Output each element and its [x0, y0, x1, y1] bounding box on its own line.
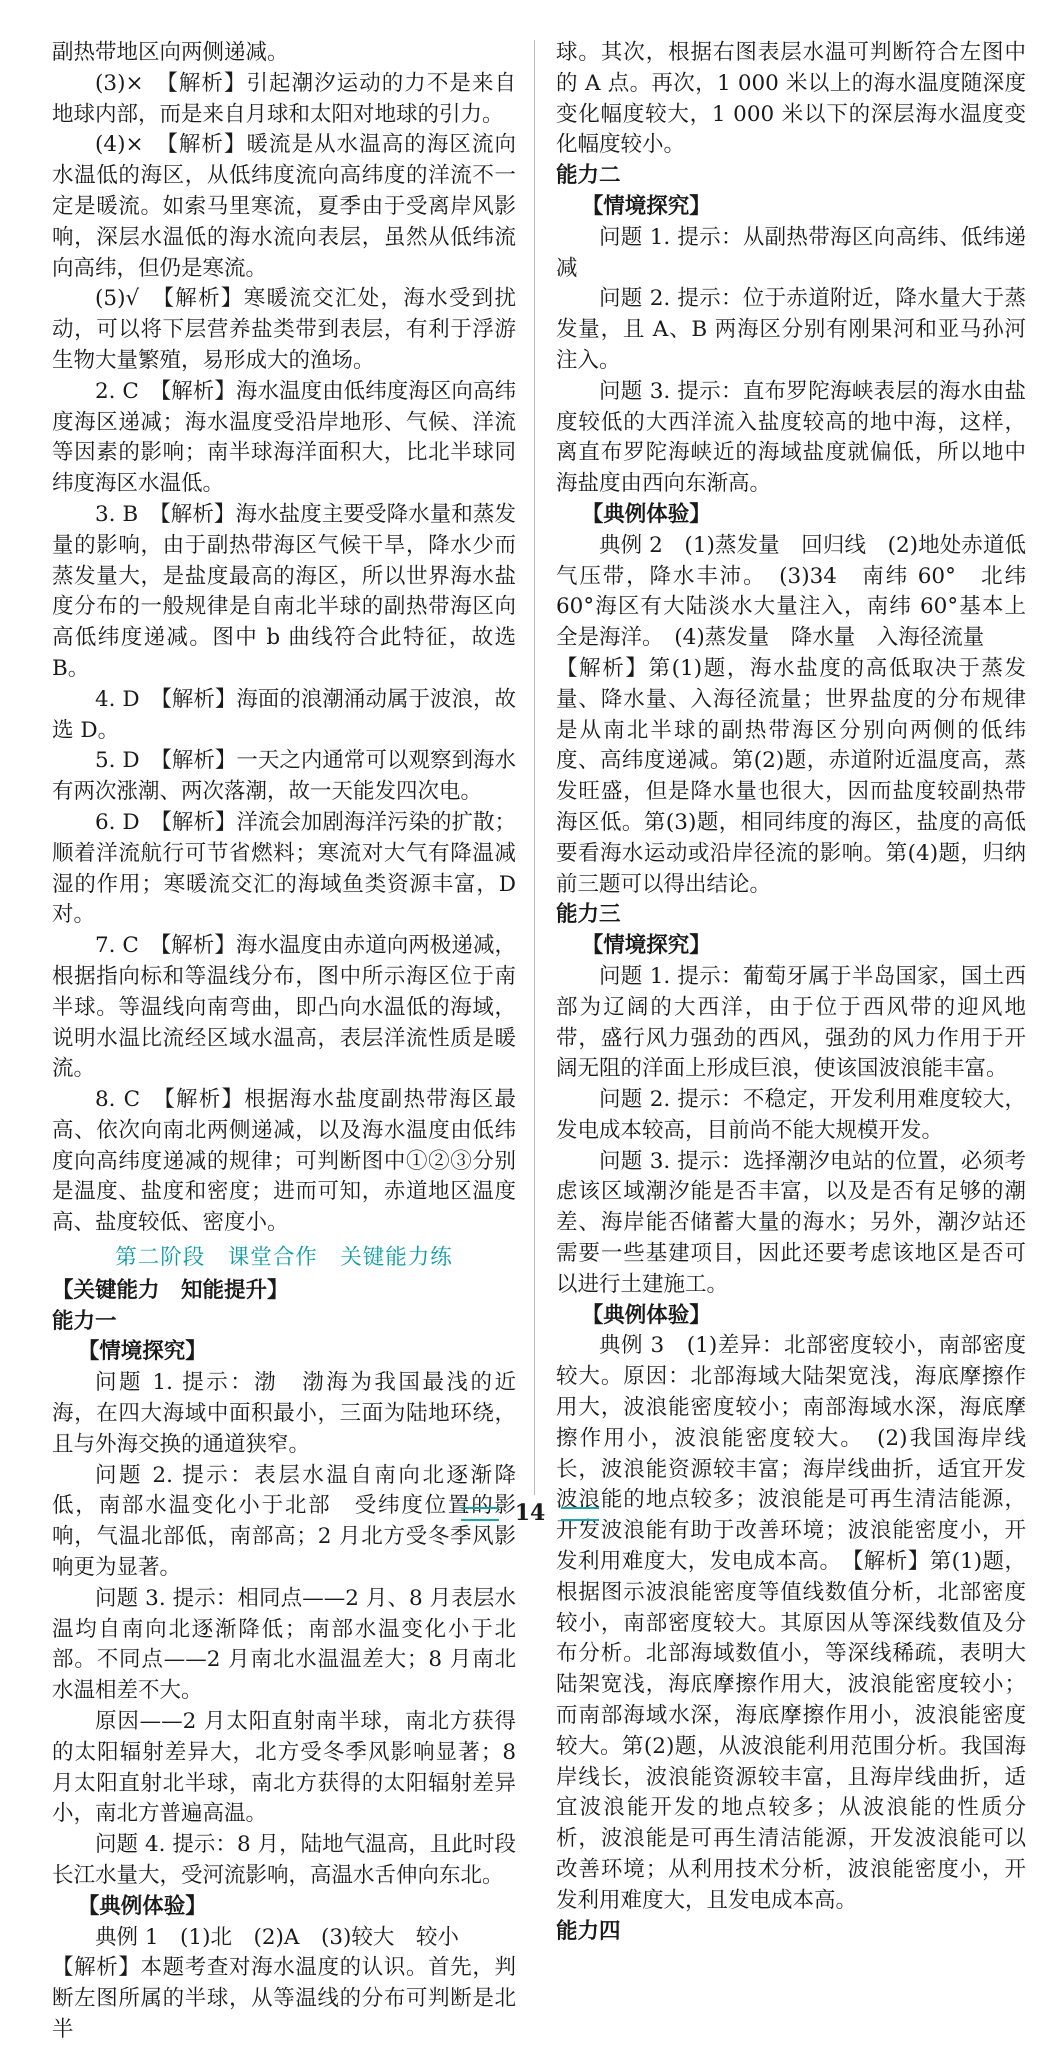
left-paragraph: 原因——2 月太阳直射南半球，南北方获得的太阳辐射差异大，北方受冬季风影响显著；8 月太阳直射北半球，南北方获得的太阳辐射差异小，南北方普遍高温。 — [52, 1709, 516, 1827]
left-paragraph: 第二阶段 课堂合作 关键能力练 — [115, 1245, 453, 1271]
left-paragraph: 5. D 【解析】一天之内通常可以观察到海水有两次涨潮、两次落潮，故一天能发四次电。 — [52, 748, 516, 805]
left-paragraph: 2. C 【解析】海水温度由低纬度海区向高纬度海区递减；海水温度受沿岸地形、气候、洋流等因素的影响；南半球海洋面积大，比北半球同纬度海区水温低。 — [52, 378, 516, 497]
page-footer — [0, 1500, 1060, 1526]
left-paragraph: 【情境探究】 — [77, 1339, 207, 1365]
right-paragraph: 问题 3. 提示：选择潮汐电站的位置，必须考虑该区域潮汐能是否丰富，以及是否有足够的潮差、海岸能否储蓄大量的海水；另外，潮汐站还需要一些基建项目，因此还要考虑该地区是否可以进行土建施工。 — [556, 1148, 1026, 1297]
left-paragraph: 【典例体验】 — [77, 1893, 207, 1919]
right-paragraph: 【典例体验】 — [581, 501, 711, 527]
page-number: 14 — [514, 1500, 546, 1526]
left-paragraph: 问题 3. 提示：相同点——2 月、8 月表层水温均自南向北逐渐降低；南部水温变化小于北部。不同点——2 月南北水温温差大；8 月南北水温相差不大。 — [52, 1585, 516, 1704]
right-paragraph: 能力三 — [556, 902, 621, 928]
left-paragraph: 典例 1 (1)北 (2)A (3)较大 较小 — [95, 1924, 459, 1950]
column-divider — [534, 40, 535, 1495]
left-paragraph: 问题 1. 提示：渤 渤海为我国最浅的近海，在四大海域中面积最小，三面为陆地环绕，且与外海交换的通道狭窄。 — [52, 1370, 516, 1457]
right-paragraph: 【典例体验】 — [581, 1302, 711, 1328]
left-paragraph: 4. D 【解析】海面的浪潮涌动属于波浪，故选 D。 — [52, 686, 516, 743]
right-paragraph: 【情境探究】 — [581, 193, 711, 219]
left-column — [52, 38, 516, 2046]
footer-rule-left — [461, 1507, 499, 1521]
left-paragraph: 【解析】本题考查对海水温度的认识。首先，判断左图所属的半球，从等温线的分布可判断是北半 — [52, 1955, 516, 2042]
right-paragraph: 能力四 — [556, 1918, 621, 1944]
right-paragraph: 问题 3. 提示：直布罗陀海峡表层的海水由盐度较低的大西洋流入盐度较高的地中海，这样，离直布罗陀海峡近的海域盐度就偏低，所以地中海盐度由西向东渐高。 — [556, 378, 1026, 497]
left-paragraph: 【关键能力 知能提升】 — [52, 1277, 289, 1303]
right-paragraph: 能力二 — [556, 163, 621, 189]
left-paragraph: 3. B 【解析】海水盐度主要受降水量和蒸发量的影响，由于副热带海区气候干旱，降水少而蒸发量大，是盐度最高的海区，所以世界海水盐度分布的一般规律是自南北半球的副热带海区向高低纬度递减。图中 b 曲线符合此特征，故选 B。 — [52, 501, 516, 681]
right-column — [556, 38, 1026, 1947]
left-paragraph: 6. D 【解析】洋流会加剧海洋污染的扩散；顺着洋流航行可节省燃料；寒流对大气有降温减湿的作用；寒暖流交汇的海域鱼类资源丰富，D对。 — [52, 809, 516, 928]
right-paragraph: 【情境探究】 — [581, 933, 711, 959]
footer-rule-right — [561, 1507, 599, 1521]
left-paragraph: (4)× 【解析】暖流是从水温高的海区流向水温低的海区，从低纬度流向高纬度的洋流不一定是暖流。如索马里寒流，夏季由于受离岸风影响，深层水温低的海水流向表层，虽然从低纬流向高纬，但仍是寒流。 — [52, 132, 516, 281]
right-paragraph: 问题 2. 提示：位于赤道附近，降水量大于蒸发量，且 A、B 两海区分别有刚果河和亚马孙河注入。 — [556, 286, 1026, 373]
right-paragraph: 典例 3 (1)差异：北部密度较小，南部密度较大。原因：北部海域大陆架宽浅，海底摩擦作用大，波浪能密度较小；南部海域水深，海底摩擦作用小，波浪能密度较大。 (2)我国海岸线长，波浪能资源较丰富；海岸线曲折，适宜开发波浪能的地点较多；波浪能是可再生清洁能源，开发波浪能有助于改善环境；波浪能密度小，开发利用难度大，发电成本高。 【解析】第(1)题，根据图示波浪能密度等值线数值分析，北部密度较小，南部密度较大。其原因从等深线数值及分布分析。北部海域数值小，等深线稀疏，表明大陆架宽浅，海底摩擦作用大，波浪能密度较小；而南部海域水深，海底摩擦作用小，波浪能密度较大。第(2)题，从波浪能利用范围分析。我国海岸线长，波浪能资源较丰富，且海岸线曲折，适宜波浪能开发的地点较多；从波浪能的性质分析，波浪能是可再生清洁能源，开发波浪能可以改善环境；从利用技术分析，波浪能密度小，开发利用难度大，且发电成本高。 — [556, 1333, 1026, 1913]
right-paragraph: 典例 2 (1)蒸发量 回归线 (2)地处赤道低气压带，降水丰沛。 (3)34 南纬 60° 北纬 60°海区有大陆淡水大量注入，南纬 60°基本上全是海洋。 (4)蒸发量 降水量 入海径流量 — [556, 532, 1026, 651]
right-paragraph: 【解析】第(1)题，海水盐度的高低取决于蒸发量、降水量、入海径流量；世界盐度的分布规律是从南北半球的副热带海区分别向两侧的低纬度、高纬度递减。第(2)题，赤道附近温度高，蒸发旺盛，但是降水量也很大，因而盐度较副热带海区低。第(3)题，相同纬度的海区，盐度的高低要看海水运动或沿岸径流的影响。第(4)题，归纳前三题可以得出结论。 — [556, 655, 1026, 897]
right-paragraph: 问题 1. 提示：葡萄牙属于半岛国家，国土西部为辽阔的大西洋，由于位于西风带的迎风地带，盛行风力强劲的西风，强劲的风力作用于开阔无阻的洋面上形成巨浪，使该国波浪能丰富。 — [556, 963, 1026, 1082]
left-paragraph: 副热带地区向两侧递减。 — [52, 40, 289, 65]
left-paragraph: 问题 4. 提示：8 月，陆地气温高，且此时段长江水量大，受河流影响，高温水舌伸向东北。 — [52, 1832, 516, 1889]
right-paragraph: 球。其次，根据右图表层水温可判断符合左图中的 A 点。再次，1 000 米以上的海水温度随深度变化幅度较大，1 000 米以下的深层海水温度变化幅度较小。 — [556, 40, 1026, 158]
left-paragraph: 问题 2. 提示：表层水温自南向北逐渐降低，南部水温变化小于北部 受纬度位置的影响，气温北部低，南部高；2 月北方受冬季风影响更为显著。 — [52, 1462, 516, 1581]
left-paragraph: 能力一 — [52, 1308, 117, 1334]
left-paragraph: 8. C 【解析】根据海水盐度副热带海区最高、依次向南北两侧递减，以及海水温度由低纬度向高纬度递减的规律；可判断图中①②③分别是温度、盐度和密度；进而可知，赤道地区温度高、盐度较低、密度小。 — [52, 1087, 516, 1236]
left-paragraph: (5)√ 【解析】寒暖流交汇处，海水受到扰动，可以将下层营养盐类带到表层，有利于浮游生物大量繁殖，易形成大的渔场。 — [52, 286, 516, 373]
right-paragraph: 问题 2. 提示：不稳定，开发利用难度较大，发电成本较高，目前尚不能大规模开发。 — [556, 1087, 1026, 1143]
right-paragraph: 问题 1. 提示：从副热带海区向高纬、低纬递减 — [556, 224, 1026, 281]
left-paragraph: 7. C 【解析】海水温度由赤道向两极递减，根据指向标和等温线分布，图中所示海区位于南半球。等温线向南弯曲，即凸向水温低的海域，说明水温比流经区域水温高，表层洋流性质是暖流。 — [52, 933, 516, 1082]
left-paragraph: (3)× 【解析】引起潮汐运动的力不是来自地球内部，而是来自月球和太阳对地球的引力。 — [52, 70, 516, 127]
